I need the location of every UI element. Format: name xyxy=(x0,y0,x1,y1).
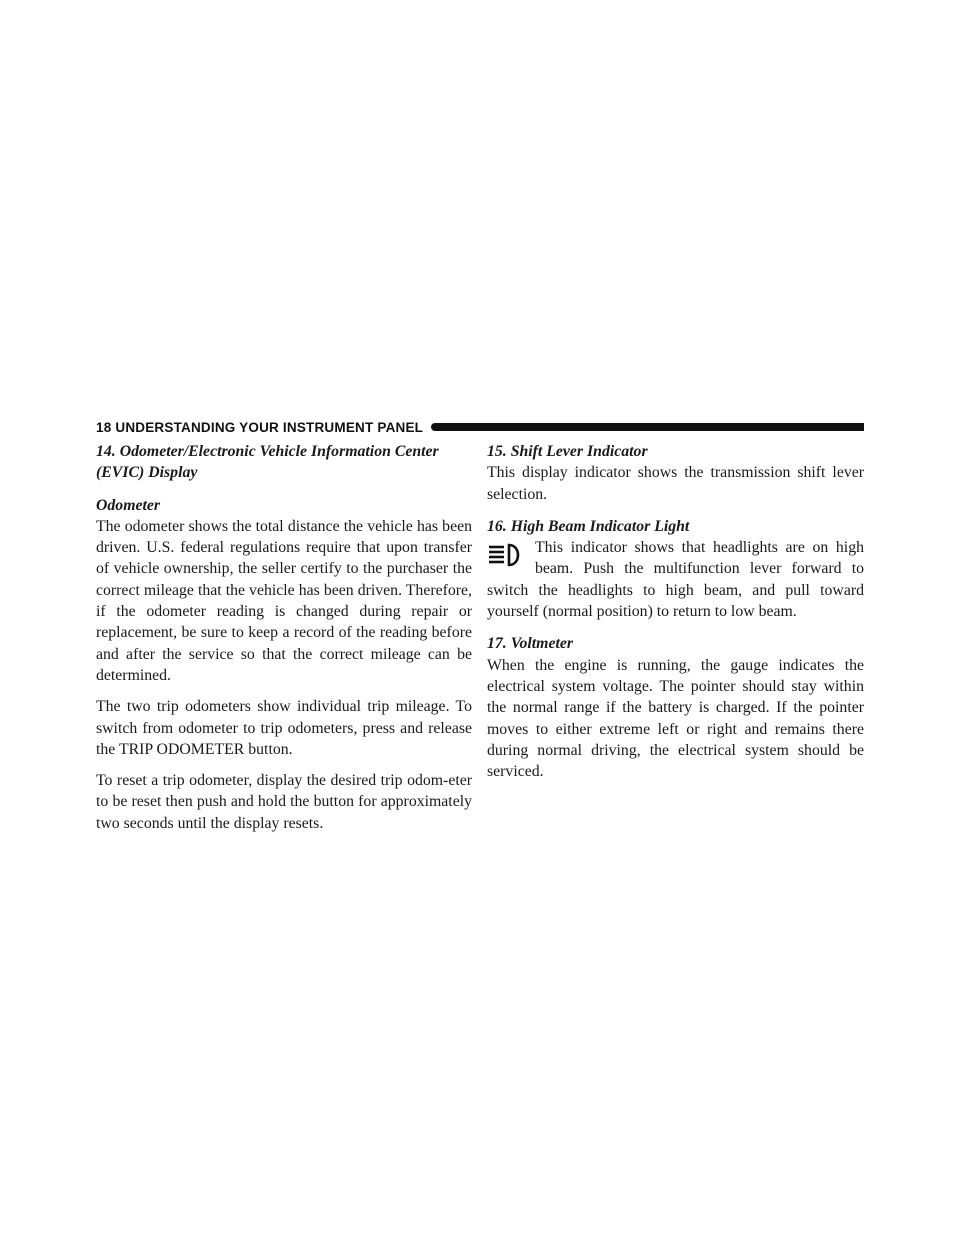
page-header xyxy=(96,417,864,437)
section-16-title: 16. High Beam Indicator Light xyxy=(487,517,690,535)
page-label: 18 UNDERSTANDING YOUR INSTRUMENT PANEL xyxy=(96,419,424,435)
section-15-title: 15. Shift Lever Indicator xyxy=(487,443,648,460)
section-17-title: 17. Voltmeter xyxy=(487,635,574,653)
odometer-subtitle: Odometer xyxy=(96,496,161,514)
section-14-title-line2: (EVIC) Display xyxy=(96,464,198,482)
right-column xyxy=(487,441,864,782)
section-16-body xyxy=(487,537,864,622)
left-column xyxy=(96,441,472,834)
header-rule xyxy=(431,423,864,431)
section-15-text: This display indicator shows the transmission shift lever selection. xyxy=(487,464,864,503)
section-16-text: This indicator shows that headlights are on high beam. Push the multifunction lever forward to switch the headlights to high beam, and pull toward yourself (normal position) to return to low beam. xyxy=(487,539,864,621)
odometer-paragraph-3: To reset a trip odometer, display the desired trip odom-eter to be reset then push and hold the button for approximately two seconds until the display resets. xyxy=(96,772,472,832)
odometer-paragraph-1: The odometer shows the total distance the vehicle has been driven. U.S. federal regulations require that upon transfer of vehicle ownership, the seller certify to the purchaser the correct mileage that the vehicle has been driven. Therefore, if the odometer reading is changed during repair or replacement, be sure to keep a record of the reading before and after the service so that the correct mileage can be determined. xyxy=(96,517,472,684)
high-beam-icon xyxy=(487,541,527,569)
section-17-text: When the engine is running, the gauge indicates the electrical system voltage. The pointer should stay within the normal range if the battery is charged. If the pointer moves to either extreme left or right and remains there during normal driving, the electrical system should be serviced. xyxy=(487,656,864,781)
section-14-title xyxy=(96,441,472,484)
odometer-paragraph-2: The two trip odometers show individual trip mileage. To switch from odometer to trip odometers, press and release the TRIP ODOMETER button. xyxy=(96,698,472,758)
section-14-title-line1: 14. Odometer/Electronic Vehicle Information Center xyxy=(96,443,439,460)
